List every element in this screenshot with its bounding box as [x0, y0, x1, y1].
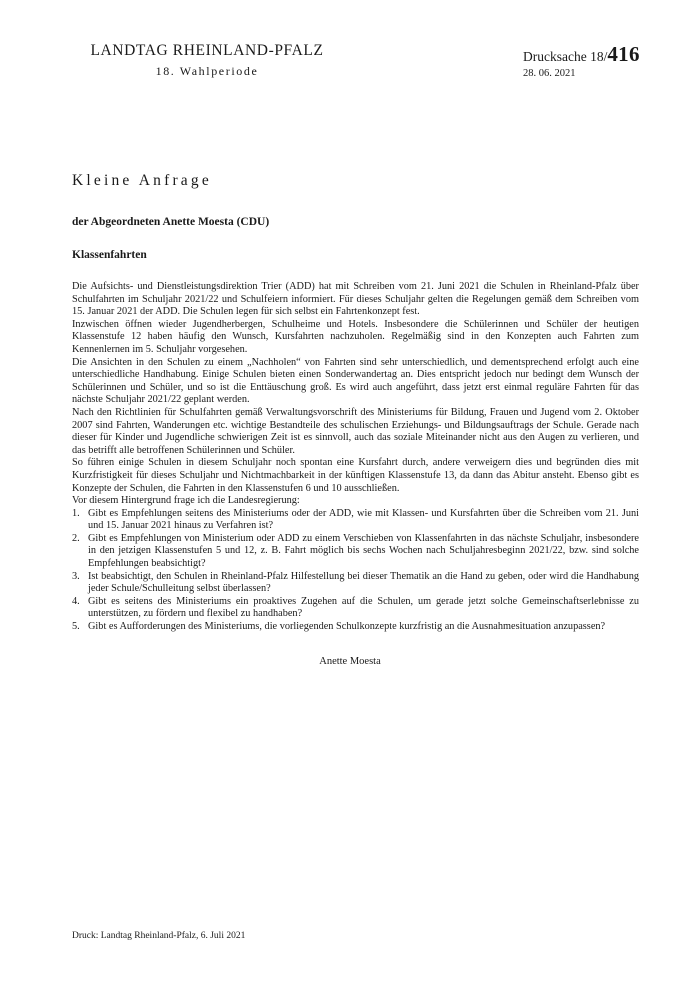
signature: Anette Moesta	[319, 656, 381, 667]
question-item	[72, 508, 639, 533]
drucksache-number: 416	[607, 42, 640, 66]
question-text: Ist beabsichtigt, den Schulen in Rheinland-Pfalz Hilfestellung bei dieser Thematik an die Hand zu geben, oder wird die Handhabung jeder Schule/Schulleitung selbst überlassen?	[88, 570, 639, 595]
question-number: 1.	[72, 507, 80, 519]
question-number: 5.	[72, 621, 80, 633]
author-line: der Abgeordneten Anette Moesta (CDU)	[72, 216, 270, 228]
question-text: Gibt es Empfehlungen von Ministerium oder ADD zu einem Verschieben von Klassenfahrten in das nächste Schuljahr, insbesondere in den jetzigen Klassenstufen 5 und 12, z. B. Fahrt möglich bis sechs Wochen nach Schuljahresbeginn 2021/22, bzw. sind solche Empfehlungen beabsichtigt?	[88, 532, 639, 570]
question-item	[72, 533, 639, 571]
question-item	[72, 621, 639, 634]
question-text: Gibt es Empfehlungen seitens des Ministeriums oder der ADD, wie mit Klassen- und Kursfahrten über die Schreiben vom 21. Juni und 15. Januar 2021 hinaus zu Verfahren ist?	[88, 507, 639, 532]
question-number: 3.	[72, 570, 80, 582]
print-footer: Druck: Landtag Rheinland-Pfalz, 6. Juli 2021	[72, 931, 246, 941]
paragraph: Die Ansichten in den Schulen zu einem „Nachholen“ von Fahrten sind sehr unterschiedlich, und dementsprechend erfolgt auch eine unterschiedliche Handhabung. Einige Schulen bieten einen Sonderwandertag an. Dies entspricht jedoch nur bedingt dem Wunsch der Schülerinnen und Schüler, und so ist die Enttäuschung groß. Es wird auch angeführt, dass jetzt erst einmal reguläre Fahrten für das nächste Schuljahr 2021/22 geplant werden.	[72, 356, 639, 406]
paragraph: Die Aufsichts- und Dienstleistungsdirektion Trier (ADD) hat mit Schreiben vom 21. Juni 2021 die Schulen in Rheinland-Pfalz über Schulfahrten im Schuljahr 2021/22 und Schulfeiern informiert. Für dieses Schuljahr gelten die Regelungen gemäß dem Schreiben vom 15. Januar 2021 der ADD. Die Schulen legen für sich selbst ein Fahrtenkonzept fest.	[72, 281, 639, 318]
body-text	[72, 281, 639, 634]
header-right	[523, 44, 640, 79]
question-text: Gibt es seitens des Ministeriums ein proaktives Zugehen auf die Schulen, um gerade jetzt solche Gemeinschaftserlebnisse zu unterstützen, zu fördern und flexibel zu handhaben?	[88, 595, 639, 620]
subject-heading: Klassenfahrten	[72, 249, 147, 261]
question-text: Gibt es Aufforderungen des Ministeriums, die vorliegenden Schulkonzepte kurzfristig an die Ausnahmesituation anzupassen?	[88, 621, 606, 633]
paragraph: So führen einige Schulen in diesem Schuljahr noch spontan eine Kursfahrt durch, andere verweigern dies und begründen dies mit Kurzfristigkeit für dieses Schuljahr und Nichtmachbarkeit in der künftigen Klassenstufe 13, da dann das Abitur ansteht. Ebenso gibt es Konzepte der Schulen, die Fahrten in den Klassenstufen 6 und 10 ausschließen.	[72, 457, 639, 494]
paragraph: Nach den Richtlinien für Schulfahrten gemäß Verwaltungsvorschrift des Ministeriums für Bildung, Frauen und Jugend vom 2. Oktober 2007 sind Fahrten, Wanderungen etc. wichtige Bestandteile des schulischen Erziehungs- und Bildungsauftrags der Schule. Gerade nach dieser für Kinder und Jugendliche schwierigen Zeit ist es sinnvoll, auch das soziale Miteinander nicht aus den Augen zu verlieren, und das betrifft alle betroffenen Schülerinnen und Schüler.	[72, 406, 639, 456]
document-type-heading: Kleine Anfrage	[72, 172, 212, 189]
paragraph: Inzwischen öffnen wieder Jugendherbergen, Schulheime und Hotels. Insbesondere die Schülerinnen und Schüler der heutigen Klassenstufe 12 haben häufig den Wunsch, Kursfahrten nachzuholen. Regelmäßig sind in den Konzepten auch Fahrten zum Kennenlernen im 5. Schuljahr vorgesehen.	[72, 318, 639, 355]
question-number: 4.	[72, 595, 80, 607]
question-item	[72, 596, 639, 621]
paragraph: Vor diesem Hintergrund frage ich die Landesregierung:	[72, 495, 300, 507]
question-list	[72, 508, 639, 634]
header-left	[72, 42, 342, 79]
drucksache-label: Drucksache 18/	[523, 49, 608, 64]
drucksache-reference	[523, 44, 640, 67]
parliament-name: LANDTAG RHEINLAND-PFALZ	[90, 42, 324, 59]
question-number: 2.	[72, 532, 80, 544]
question-item	[72, 571, 639, 596]
legislative-period: 18. Wahlperiode	[155, 64, 259, 78]
document-date: 28. 06. 2021	[523, 68, 576, 79]
